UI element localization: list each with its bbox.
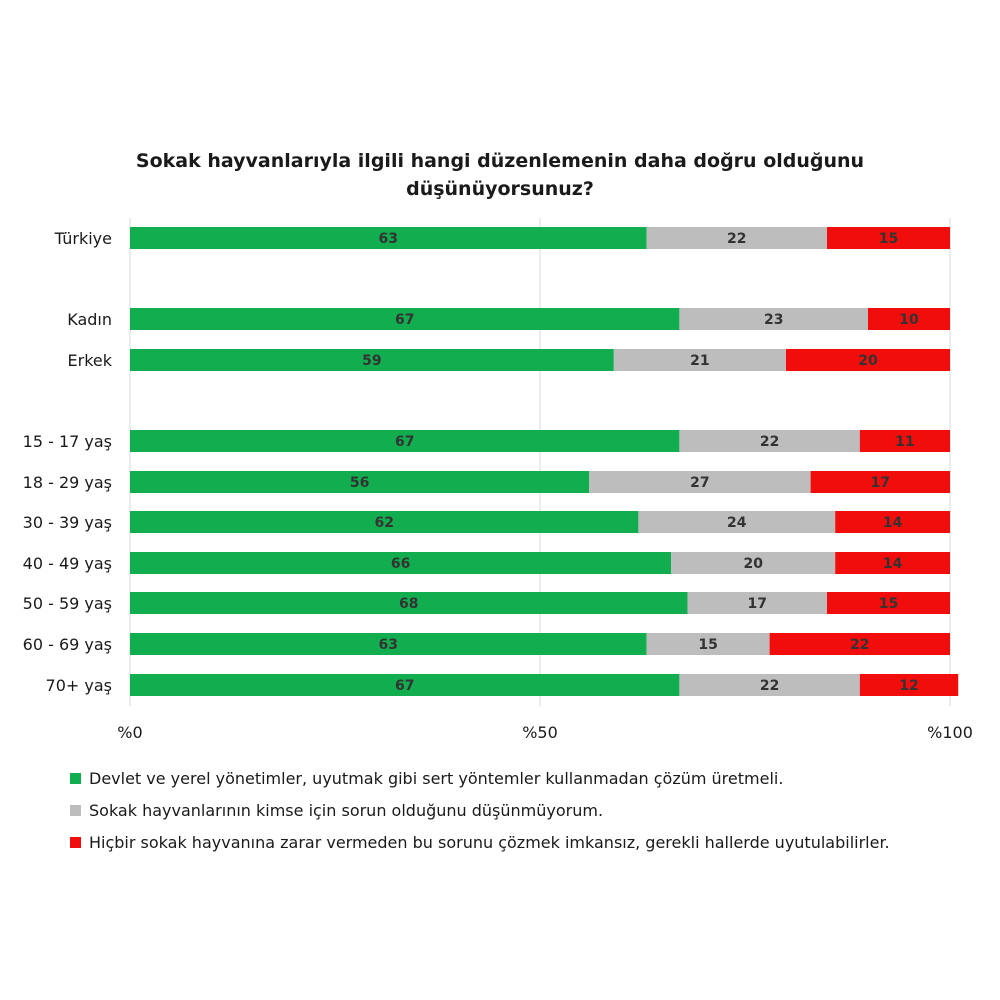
category-label-6: 40 - 49 yaş: [22, 554, 112, 573]
data-label-8-series-1: 15: [698, 637, 718, 653]
category-label-7: 50 - 59 yaş: [22, 594, 112, 613]
data-label-1-series-1: 23: [763, 312, 784, 328]
x-tick-label-2: %100: [927, 723, 973, 742]
data-label-9-series-2: 12: [899, 678, 919, 694]
data-label-7-series-1: 17: [747, 596, 768, 612]
legend-swatch-green: [70, 773, 81, 784]
legend-swatch-gray: [70, 805, 81, 816]
data-label-9-series-1: 22: [759, 678, 780, 694]
data-label-7-series-0: 68: [399, 596, 419, 612]
legend-label-gray: Sokak hayvanlarının kimse için sorun olduğunu düşünmüyorum.: [89, 800, 604, 820]
legend-item-gray: [70, 794, 970, 826]
legend-item-red: [70, 826, 970, 858]
data-label-1-series-0: 67: [394, 312, 415, 328]
data-label-6-series-1: 20: [743, 556, 763, 572]
chart-title-line-2: düşünüyorsunuz?: [406, 178, 594, 200]
category-label-5: 30 - 39 yaş: [22, 513, 112, 532]
data-label-3-series-2: 11: [895, 434, 915, 450]
legend-label-red: Hiçbir sokak hayvanına zarar vermeden bu sorunu çözmek imkansız, gerekli hallerde uyutulabilirler.: [89, 832, 890, 852]
data-label-5-series-1: 24: [727, 515, 747, 531]
data-label-8-series-0: 63: [378, 637, 399, 653]
category-label-3: 15 - 17 yaş: [22, 432, 112, 451]
category-label-1: Kadın: [67, 310, 112, 329]
data-label-9-series-0: 67: [394, 678, 415, 694]
data-label-0-series-2: 15: [878, 231, 899, 247]
data-label-2-series-2: 20: [858, 353, 878, 369]
x-tick-label-0: %0: [117, 723, 143, 742]
category-label-4: 18 - 29 yaş: [22, 473, 112, 492]
data-label-4-series-0: 56: [349, 475, 370, 491]
data-label-7-series-2: 15: [878, 596, 899, 612]
category-label-2: Erkek: [67, 351, 112, 370]
data-label-6-series-0: 66: [390, 556, 411, 572]
legend-swatch-red: [70, 837, 81, 848]
legend: [70, 762, 970, 858]
data-label-3-series-0: 67: [394, 434, 415, 450]
data-label-0-series-0: 63: [378, 231, 399, 247]
data-label-2-series-0: 59: [362, 353, 382, 369]
data-label-0-series-1: 22: [727, 231, 747, 247]
data-label-8-series-2: 22: [850, 637, 870, 653]
legend-label-green: Devlet ve yerel yönetimler, uyutmak gibi sert yöntemler kullanmadan çözüm üretmeli.: [89, 768, 784, 788]
data-label-1-series-2: 10: [899, 312, 919, 328]
data-label-3-series-1: 22: [759, 434, 780, 450]
data-label-4-series-1: 27: [690, 475, 710, 491]
data-label-2-series-1: 21: [690, 353, 710, 369]
x-tick-label-1: %50: [522, 723, 558, 742]
category-label-9: 70+ yaş: [45, 676, 112, 695]
data-label-5-series-2: 14: [882, 515, 903, 531]
data-label-5-series-0: 62: [374, 515, 394, 531]
category-label-8: 60 - 69 yaş: [22, 635, 112, 654]
category-label-0: Türkiye: [54, 229, 112, 248]
legend-item-green: [70, 762, 970, 794]
data-label-4-series-2: 17: [870, 475, 891, 491]
chart-title-line-1: Sokak hayvanlarıyla ilgili hangi düzenlemenin daha doğru olduğunu: [135, 150, 865, 172]
data-label-6-series-2: 14: [882, 556, 903, 572]
